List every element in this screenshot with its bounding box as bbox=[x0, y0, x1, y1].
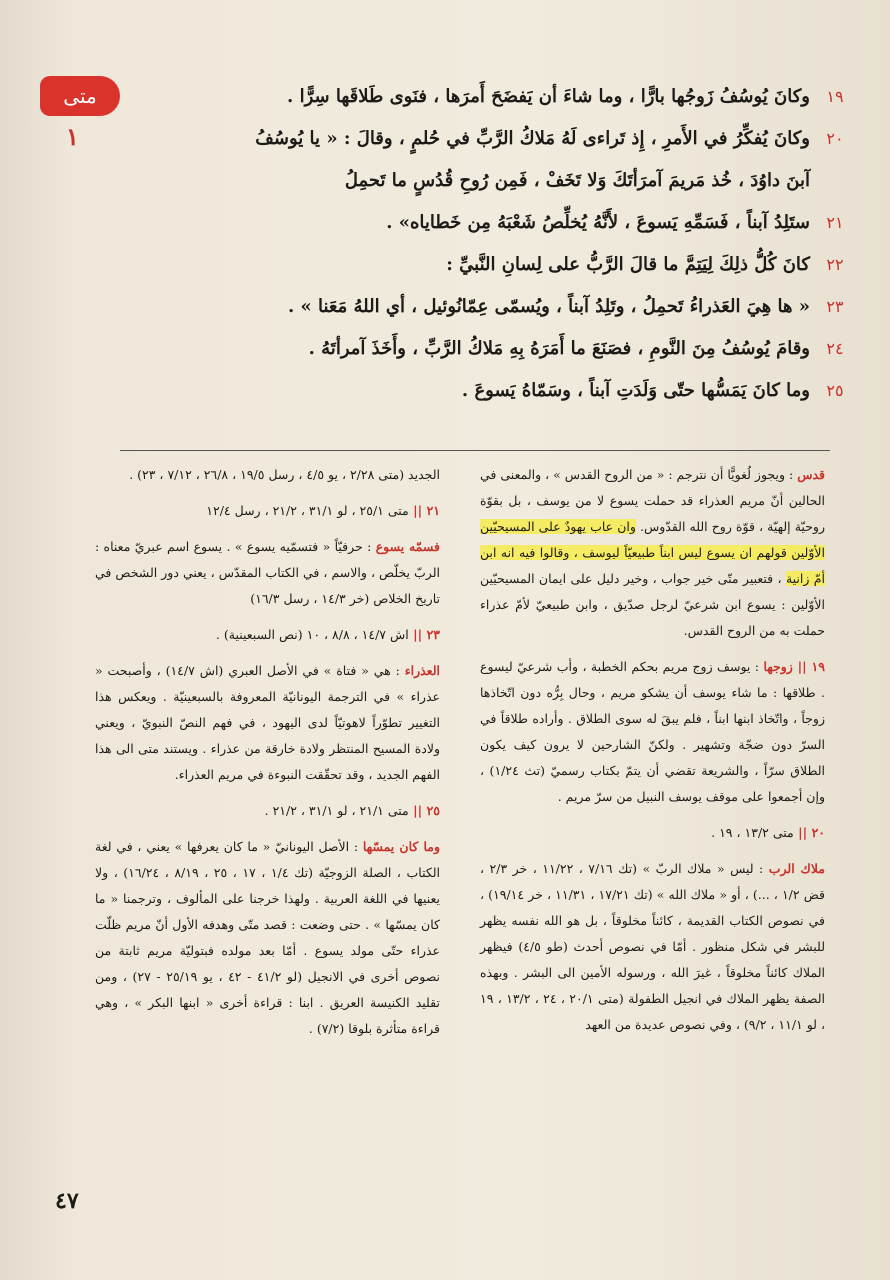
divider bbox=[120, 450, 830, 451]
note-term: قدس bbox=[797, 467, 825, 482]
note-ref: ١٩ || bbox=[792, 659, 825, 674]
note-ref: ٢٣ || bbox=[408, 627, 440, 642]
verse-line bbox=[200, 286, 844, 328]
highlighted-text: وان عاب يهودٌ على المسيحيّين الأوّلين قولهم ان يسوع ليس ابناً طبيعيّاً ليوسف ، وقالوا فيه انه ابن أمّ زانية bbox=[480, 519, 825, 586]
note-text: : ليس « ملاك الربّ » (تك ٧/١٦ ، ١١/٢٢ ، خر ٢/٣ ، قض ١/٢ ، ...) ، أو « ملاك الله » (تك ١٧/٢١ ، ١١/٣١ ، خر ١٩/١٤) ، في نصوص الكتاب القديمة ، كائناً مخلوقاً ، بل هو الله نفسه يظهر للبشر في شكل منظور . أمّا في نصوص أحدث (طو ٤/٥) فيظهر الملاك كائناً مخلوقاً ، غيرَ الله ، ورسوله الأمين الى البشر . وبهذه الصفة يظهر الملاك في انجيل الطفولة (متى ٢٠/١ ، ٢٤ ، ١٣/٢ ، ١٩ ، لو ١١/١ ، ٩/٢) ، وفي نصوص عديدة من العهد bbox=[480, 861, 826, 1032]
footnote bbox=[480, 654, 825, 810]
note-term: فسمّه يسوع bbox=[375, 539, 441, 554]
verse-text: كانَ كُلُّ ذلِكَ لِيَتِمَّ ما قالَ الرَّبُّ على لِسانِ النَّبيِّ : bbox=[446, 254, 810, 275]
footnote bbox=[95, 498, 440, 524]
verse-text: وكانَ يُفكِّرُ في الأَمرِ ، إِذ تَراءى لَهُ مَلاكُ الرَّبِّ في حُلمٍ ، وقالَ : « يا يُوسُفُ bbox=[255, 128, 810, 149]
verse-number: ٢٣ bbox=[826, 297, 844, 316]
footnote bbox=[95, 534, 440, 612]
note-term: زوجها bbox=[763, 659, 793, 674]
verse-line bbox=[200, 244, 844, 286]
verse-line bbox=[200, 118, 844, 160]
verse-number: ٢٠ bbox=[826, 129, 844, 148]
footnote bbox=[480, 462, 825, 644]
verse-text: وقامَ يُوسُفُ مِنَ النَّومِ ، فصَنَعَ ما أَمَرَهُ بِهِ مَلاكُ الرَّبِّ ، وأَخَذَ آمرأتَهُ . bbox=[308, 338, 810, 359]
note-text: : هي « فتاة » في الأصل العبري (اش ١٤/٧) ، وأصبحت « عذراء » في الترجمة اليونانيّة المعروفة بالسبعينيّة . ويعكس هذا التغيير تطوّراً لاهوتيّاً لدى اليهود ، في فهم النصّ النبويّ ، ويعني ولادة المسيح المنتظر ولادة خارقة من عذراء . ويستند متى الى هذا الفهم الجديد ، وقد تحقّقت النبوءة في مريم العذراء. bbox=[95, 663, 440, 782]
note-text: متى ١٣/٢ ، ١٩ . bbox=[711, 825, 794, 840]
note-text: متى ٢٥/١ ، لو ٣١/١ ، ٢١/٢ ، رسل ١٢/٤ bbox=[206, 503, 409, 518]
verse-line bbox=[200, 328, 844, 370]
verse-number: ٢٥ bbox=[826, 381, 844, 400]
verse-number: ١٩ bbox=[826, 87, 844, 106]
note-ref: ٢١ || bbox=[408, 503, 440, 518]
verse-line bbox=[200, 76, 844, 118]
footnote bbox=[95, 658, 440, 788]
note-term: العذراء bbox=[404, 663, 440, 678]
note-ref: ٢٥ || bbox=[408, 803, 440, 818]
note-text: متى ٢١/١ ، لو ٣١/١ ، ٢١/٢ . bbox=[264, 803, 409, 818]
note-text: الجديد (متى ٢/٢٨ ، يو ٤/٥ ، رسل ١٩/٥ ، ٢٦/٨ ، ٧/١٢ ، ٢٣) . bbox=[129, 467, 440, 482]
footnote bbox=[95, 622, 440, 648]
footnote bbox=[480, 820, 825, 846]
note-text: : الأصل اليونانيّ « ما كان يعرفها » يعني ، في لغة الكتاب ، الصلة الزوجيّة (تك ١/٤ ، ١٧ ، ٢٥ ، ٨/١٩ ، ١٦/٢٤) ، ولا يعنيها في اللغة العربية . ولهذا خرجنا على المألوف ، وترجمنا « ما كان يمسّها » . حتى وضعت : قصد متّى وهدفه الأول أنّ مريم ظلّت عذراء حتّى مولد يسوع . أمّا بعد مولده فبتوليّة مريم ثابتة من نصوص أخرى في الانجيل (لو ٤١/٢ - ٤٢ ، يو ٢٥/١٩ - ٢٧) ، ومن تقليد الكنيسة العريق . ابنا : قراءة أخرى « ابنها البكر » ، وهي قراءة متأثرة بلوقا (٧/٢) . bbox=[95, 839, 441, 1036]
footnote bbox=[95, 798, 440, 824]
note-text: اش ١٤/٧ ، ٨/٨ ، ١٠ (نص السبعينية) . bbox=[215, 627, 409, 642]
verse-text: ستَلِدُ آبناً ، فَسَمِّهِ يَسوعَ ، لأَنَّهُ يُخلِّصُ شَعْبَهُ مِن خَطاياه» . bbox=[386, 212, 810, 233]
verse-text: « ها هِيَ العَذراءُ تَحمِلُ ، وتَلِدُ آبناً ، ويُسمّى عِمّانُوئيل ، أي اللهُ مَعَنا » . bbox=[287, 296, 810, 317]
footnote bbox=[95, 834, 440, 1042]
verse-text: وما كانَ يَمَسُّها حتّى وَلَدَتِ آبناً ، وسَمّاهُ يَسوعَ . bbox=[461, 380, 810, 401]
verse-line bbox=[200, 370, 844, 412]
note-term: وما كان يمسّها bbox=[362, 839, 440, 854]
note-term: ملاك الرب bbox=[768, 861, 826, 876]
verse-text: آبنَ داوُدَ ، خُذ مَريمَ آمرَأتَكَ وَلا تَخَفْ ، فَمِن رُوحِ قُدُسٍ ما تَحمِلُ bbox=[344, 170, 810, 191]
verse-number: ٢١ bbox=[826, 213, 844, 232]
note-text: : ويجوز لُغويًّا أن نترجم : « من الروح القدس » ، والمعنى في الحالين أنّ مريم العذراء قد حملت يسوع لا من يوسف ، بل بقوّة روحيّة إلهيّة ، قوّة روح الله القدّوس. وان عاب يهودٌ على المسيحيّين الأوّلين قولهم ان يسوع ليس ابناً طبيعيّاً ليوسف ، وقالوا فيه انه ابن أمّ زانية ، فتعبير متّى خير جواب ، وخير دليل على ايمان المسيحيّين الأوّلين : يسوع ابن شرعيّ لرجل صدّيق ، وابن طبيعيّ لأمّ عذراء حملت به من الروح القدس. bbox=[480, 467, 825, 638]
notes-column-right bbox=[480, 462, 825, 1048]
verse-line bbox=[200, 160, 810, 202]
verse-text: وكانَ يُوسُفُ زَوجُها بارًّا ، وما شاءَ أن يَفضَحَ أَمرَها ، فنَوى طَلاقَها سِرًّا . bbox=[287, 86, 810, 107]
note-text: : يوسف زوج مريم بحكم الخطبة ، وأب شرعيّ ليسوع . طلاقها : ما شاء يوسف أن يشكو مريم ، وحال بِرُّه دون اتّخاذها زوجاً ، واتّخاذ ابنها ابناً ، فلم يبقَ له سوى الطلاق . وأراده طلاقاً في السرّ دون ضجّة وتشهير . ولكنّ الشارحين لا يرون كيف يكون الطلاق سرّاً ، والشريعة تقضي أن يتمّ بكتاب رسميّ (تث ١/٢٤) ، وإن أجمعوا على موقف يوسف النبيل من سرّ مريم . bbox=[480, 659, 825, 804]
page-number: ٤٧ bbox=[55, 1188, 79, 1214]
book-tab: متى bbox=[40, 76, 120, 116]
note-ref: ٢٠ || bbox=[793, 825, 825, 840]
verses-block bbox=[200, 76, 844, 412]
notes-column-left bbox=[95, 462, 440, 1052]
verse-line bbox=[200, 202, 844, 244]
verse-number: ٢٢ bbox=[826, 255, 844, 274]
verse-number: ٢٤ bbox=[826, 339, 844, 358]
note-text: : حرفيّاً « فتسمّيه يسوع » . يسوع اسم عبريّ معناه : الربّ يخلّص ، والاسم ، في الكتاب المقدّس ، يعني دور الشخص في تاريخ الخلاص (خر ١٤/٣ ، رسل ١٦/٣) bbox=[95, 539, 440, 606]
footnote bbox=[480, 856, 825, 1038]
chapter-number: ١ bbox=[66, 122, 79, 151]
footnote bbox=[95, 462, 440, 488]
